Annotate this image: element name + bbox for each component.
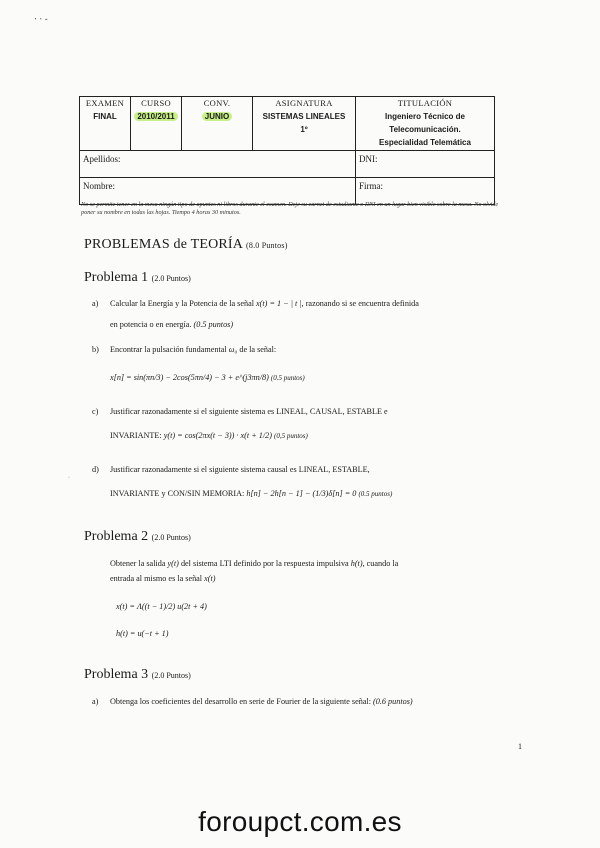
p1-b-text: Encontrar la pulsación fundamental xyxy=(110,345,227,354)
section-points: (8.0 Puntos) xyxy=(246,241,288,250)
p1-d-text: Justificar razonadamente si el siguiente sistema causal es LINEAL, ESTABLE, xyxy=(110,465,370,474)
p2-statement xyxy=(110,558,510,569)
p3-a-mark: a) xyxy=(92,697,99,706)
dni-field[interactable]: DNI: xyxy=(356,151,495,178)
p2-f2: h(t) = u(−t + 1) xyxy=(116,629,169,638)
asignatura-caption: ASIGNATURA xyxy=(275,98,333,108)
p1-b-points: (0.5 puntos) xyxy=(270,374,305,382)
scan-dot: · xyxy=(68,475,70,481)
problem-1-title xyxy=(84,270,191,286)
p1-a-text2: , razonando si se encuentra definida xyxy=(301,299,419,308)
problem-2-title xyxy=(84,529,191,545)
titulacion-line3: Especialidad Telemática xyxy=(379,138,471,147)
p1-item-c xyxy=(92,406,388,417)
examen-cell xyxy=(80,97,131,151)
firma-field[interactable]: Firma: xyxy=(356,178,495,205)
p2-f1: x(t) = Λ((t − 1)/2) u(2t + 4) xyxy=(116,602,207,611)
p1-c-text: Justificar razonadamente si el siguiente sistema es LINEAL, CAUSAL, ESTABLE e xyxy=(110,407,388,416)
asignatura-course: 1º xyxy=(300,125,308,134)
asignatura-cell xyxy=(253,97,356,151)
p2-text4: entrada al mismo es la señal xyxy=(110,574,203,583)
titulacion-line1: Ingeniero Técnico de xyxy=(384,112,465,121)
p1-a-mark: a) xyxy=(92,299,99,308)
p1-item-b xyxy=(92,344,276,355)
curso-value: 2010/2011 xyxy=(134,112,177,121)
p1-a-formula: x(t) = 1 − | t | xyxy=(256,299,302,308)
p2-y: y(t) xyxy=(167,559,179,568)
p2-text3: , cuando la xyxy=(362,559,399,568)
p1-item-a-line2 xyxy=(110,319,233,330)
problem-1-points: (2.0 Puntos) xyxy=(151,274,191,283)
p1-d-mark: d) xyxy=(92,465,99,474)
p2-text1: Obtener la salida xyxy=(110,559,166,568)
p1-d-points: (0.5 puntos) xyxy=(358,490,393,498)
p2-statement-line2 xyxy=(110,573,216,584)
asignatura-value: SISTEMAS LINEALES xyxy=(262,112,346,121)
p2-x: x(t) xyxy=(204,574,216,583)
p1-b-formula: x[n] = sin(πn/3) − 2cos(5πn/4) − 3 + e^(j3πn/8) xyxy=(110,373,269,382)
nombre-field[interactable]: Nombre: xyxy=(80,178,356,205)
examen-value: FINAL xyxy=(93,112,117,121)
problem-2-heading: Problema 2 xyxy=(84,529,149,544)
problem-3-title xyxy=(84,667,191,683)
p1-a-text3: en potencia o en energía. xyxy=(110,320,192,329)
p3-a-text: Obtenga los coeficientes del desarrollo en serie de Fourier de la siguiente señal: xyxy=(110,697,371,706)
conv-cell xyxy=(182,97,253,151)
p3-a-points: (0.6 puntos) xyxy=(373,697,413,706)
p1-a-text: Calcular la Energía y la Potencia de la señal xyxy=(110,299,254,308)
p1-b-text2: de la señal: xyxy=(239,345,277,354)
p1-item-d xyxy=(92,464,370,475)
problem-3-points: (2.0 Puntos) xyxy=(151,671,191,680)
conv-value: JUNIO xyxy=(202,112,232,121)
titulacion-cell xyxy=(356,97,495,151)
p2-formula-x xyxy=(116,601,207,612)
conv-caption: CONV. xyxy=(203,98,231,108)
p1-a-points: (0.5 puntos) xyxy=(193,320,234,329)
exam-header-table xyxy=(79,96,495,205)
p3-item-a xyxy=(92,696,413,707)
apellidos-field[interactable]: Apellidos: xyxy=(80,151,356,178)
problem-1-heading: Problema 1 xyxy=(84,270,149,285)
p1-c-mark: c) xyxy=(92,407,99,416)
titulacion-line2: Telecomunicación. xyxy=(389,125,461,134)
curso-caption: CURSO xyxy=(141,98,171,108)
p2-formula-h xyxy=(116,628,169,639)
exam-instructions: No se permite tener en la mesa ningún tipo de apuntes ni libros durante el examen. Deje su carnet de estudiante o DNI en un lugar bien visible sobre la mesa. No olvide poner su nombre en todas las hojas. Tiempo 4 horas 30 minutos. xyxy=(81,201,499,216)
curso-cell xyxy=(131,97,182,151)
watermark-text: foroupct.com.es xyxy=(198,806,402,837)
p1-item-b-formula xyxy=(110,372,305,384)
section-title xyxy=(84,237,288,253)
p1-c-text2: INVARIANTE: xyxy=(110,431,162,440)
examen-caption: EXAMEN xyxy=(85,98,125,108)
p1-item-a xyxy=(92,298,512,309)
p1-c-formula: y(t) = cos(2πx(t − 3)) · x(t + 1/2) xyxy=(163,431,272,440)
p2-text2: del sistema LTI definido por la respuesta impulsiva xyxy=(180,559,349,568)
section-title-text: PROBLEMAS de TEORÍA xyxy=(84,237,243,252)
titulacion-caption: TITULACIÓN xyxy=(397,98,453,108)
p1-b-omega: ω₀ xyxy=(228,345,238,354)
p1-item-c-line2 xyxy=(110,430,308,442)
p1-b-mark: b) xyxy=(92,345,99,354)
p1-d-text2: INVARIANTE y CON/SIN MEMORIA: xyxy=(110,489,245,498)
p1-d-formula: h[n] − 2h[n − 1] − (1/3)δ[n] = 0 xyxy=(246,489,357,498)
problem-2-points: (2.0 Puntos) xyxy=(151,533,191,542)
p2-h: h(t) xyxy=(350,559,363,568)
page-number: 1 xyxy=(518,742,522,751)
p1-c-points: (0,5 puntos) xyxy=(274,432,308,440)
problem-3-heading: Problema 3 xyxy=(84,667,149,682)
p1-item-d-line2 xyxy=(110,488,392,500)
scan-marks: ‧ ‧ - xyxy=(34,14,48,24)
